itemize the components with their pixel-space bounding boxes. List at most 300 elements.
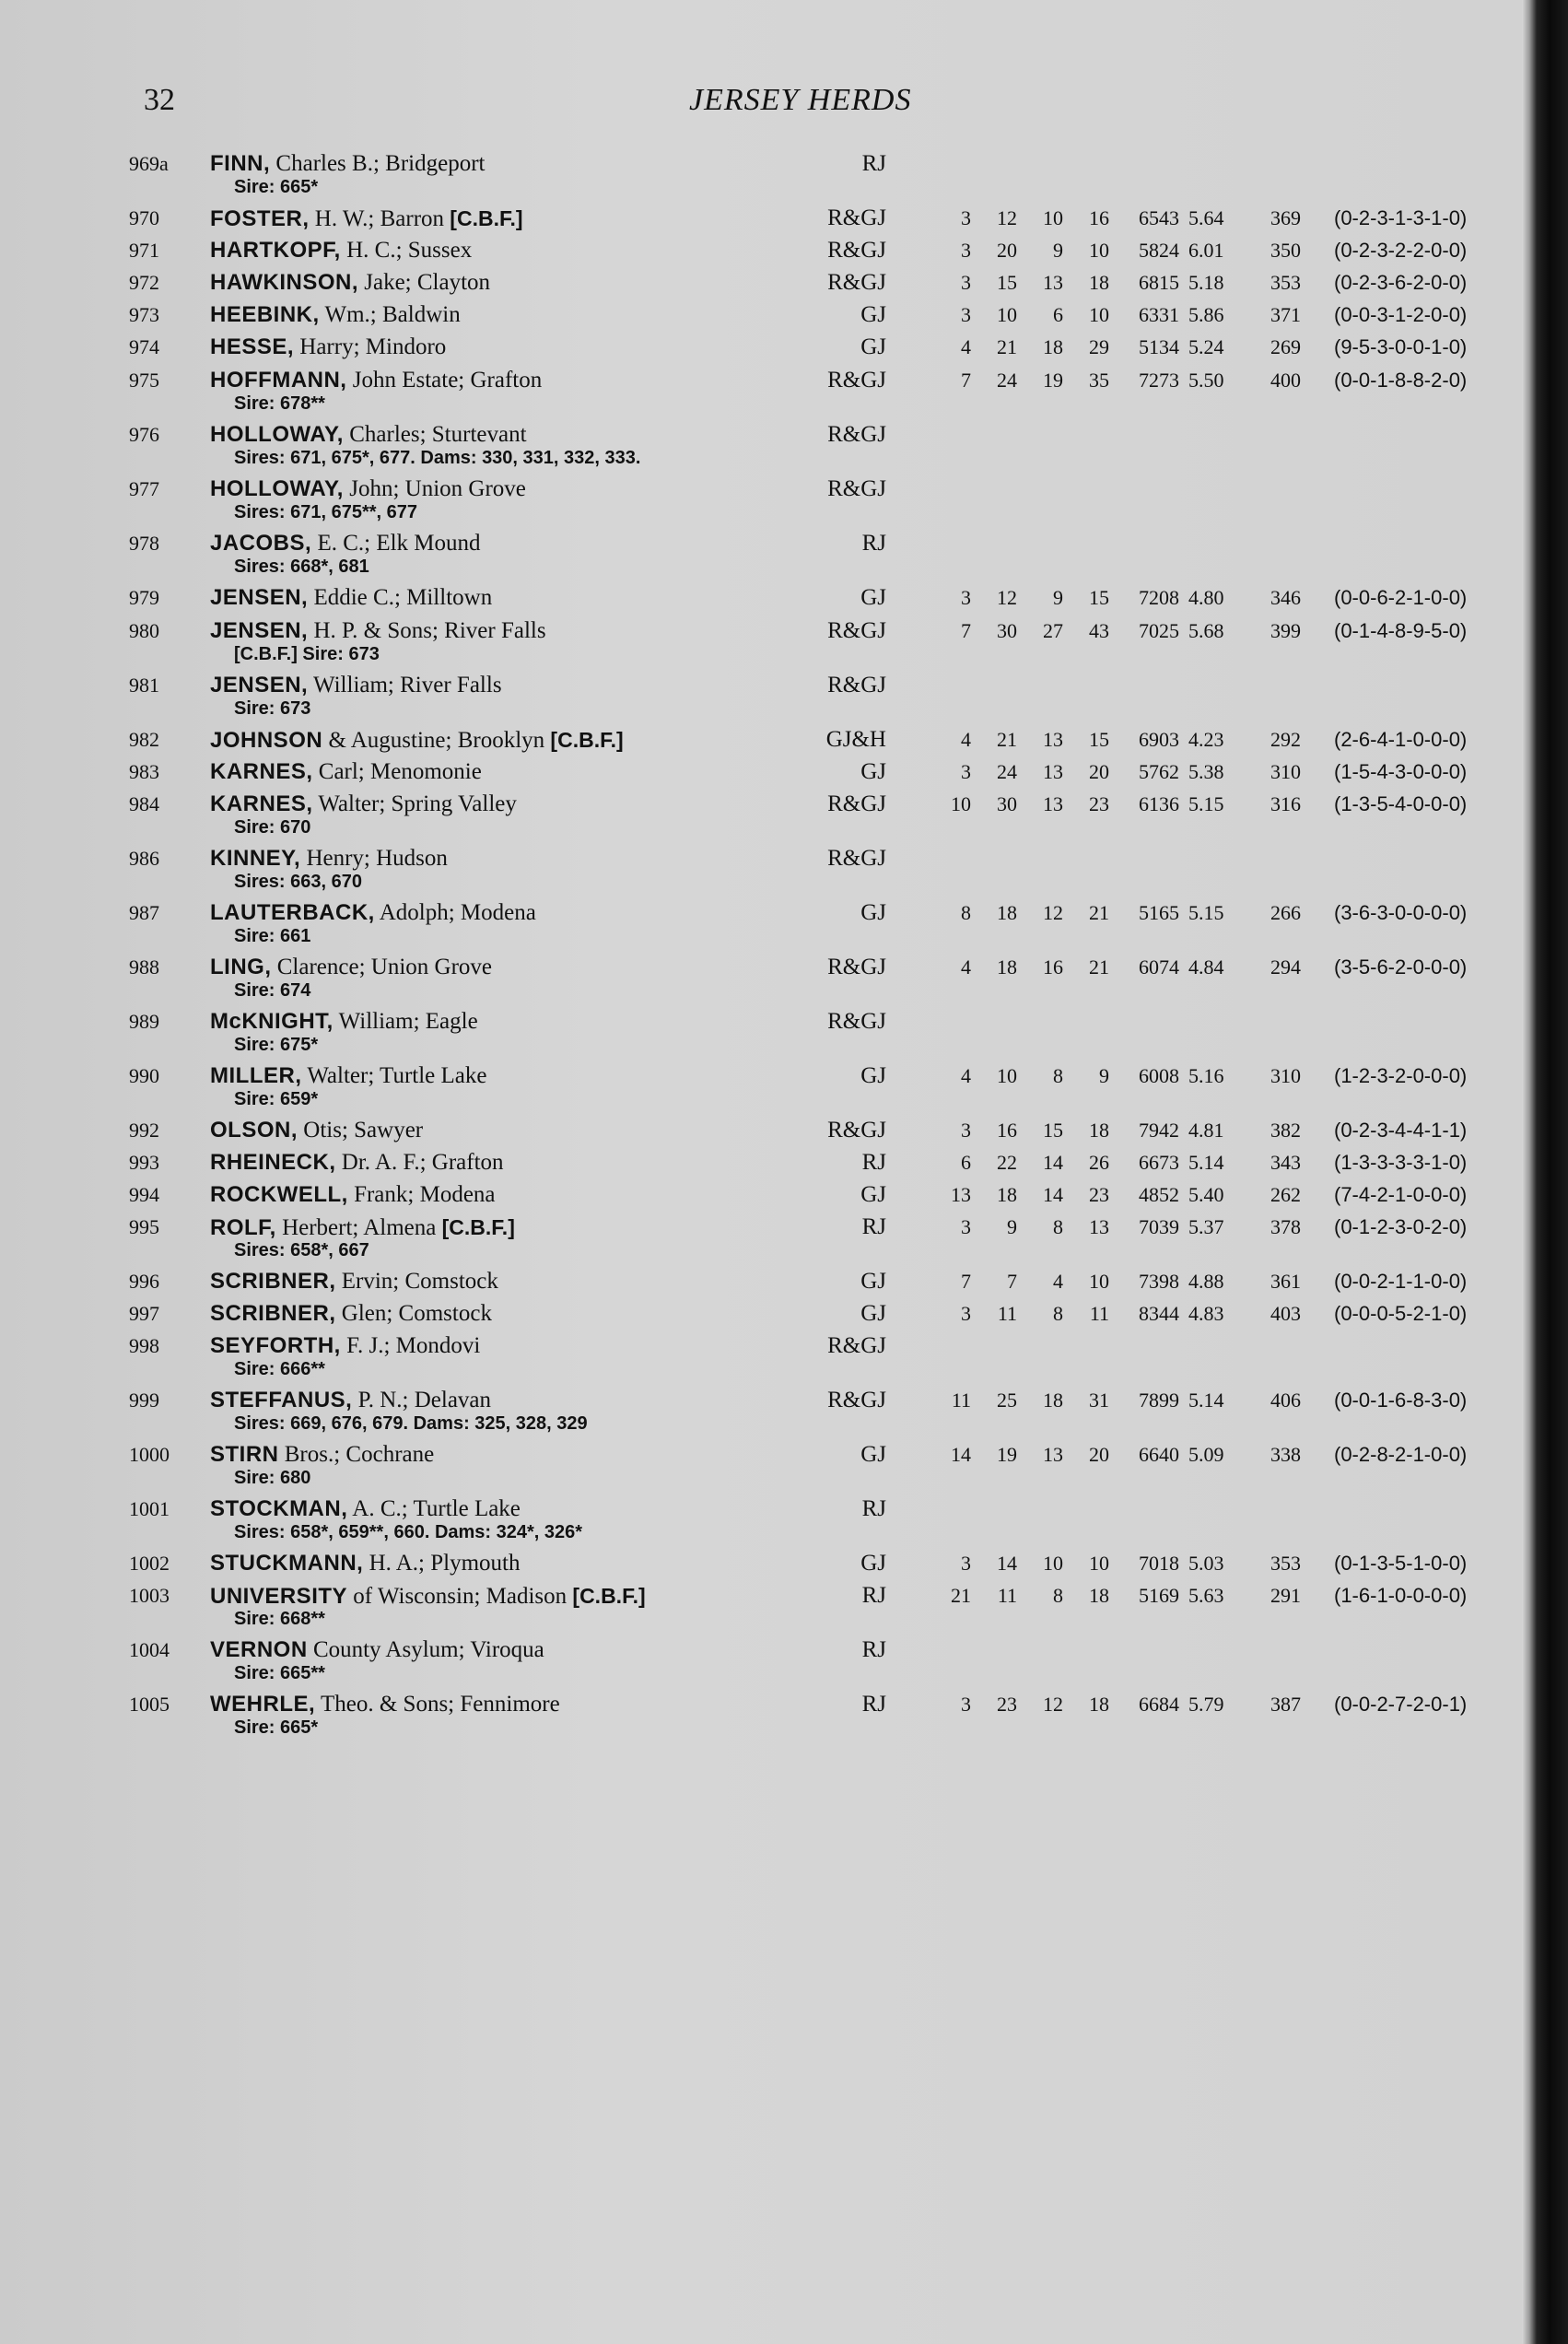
- milk-lbs: 7025: [1139, 619, 1179, 642]
- fat-percent: 5.79: [1188, 1693, 1224, 1716]
- stat-a: 4: [961, 335, 971, 358]
- sire-line: Sire: 674: [234, 980, 311, 1001]
- herd-entry: [0, 1213, 1522, 1260]
- owner-details: Adolph; Modena: [379, 900, 536, 925]
- milk-lbs: 6673: [1139, 1151, 1179, 1174]
- sire-line: Sires: 668*, 681: [234, 557, 369, 577]
- fat-lbs: 294: [1270, 955, 1301, 979]
- entry-number: 999: [129, 1389, 159, 1412]
- entry-number: 987: [129, 901, 159, 924]
- stat-c: 8: [1053, 1302, 1063, 1325]
- stat-a: 3: [961, 239, 971, 262]
- class-distribution: (0-1-3-5-1-0-0): [1334, 1552, 1468, 1575]
- stat-b: 30: [997, 619, 1017, 642]
- registration-class: R&GJ: [827, 618, 886, 643]
- stat-d: 15: [1089, 586, 1109, 609]
- owner-surname: JENSEN,: [210, 618, 309, 643]
- stat-d: 16: [1089, 206, 1109, 229]
- registration-class: R&GJ: [827, 238, 886, 263]
- owner-surname: STUCKMANN,: [210, 1551, 364, 1576]
- entry-number: 974: [129, 335, 159, 358]
- sire-line: Sire: 678**: [234, 393, 325, 414]
- owner-surname: SCRIBNER,: [210, 1301, 336, 1326]
- owner-name: [210, 584, 492, 612]
- stat-d: 18: [1089, 271, 1109, 294]
- class-distribution: (1-5-4-3-0-0-0): [1334, 760, 1468, 783]
- class-distribution: (0-0-6-2-1-0-0): [1334, 586, 1468, 609]
- entry-number: 993: [129, 1151, 159, 1174]
- entry-number: 969a: [129, 152, 169, 175]
- owner-details: F. J.; Mondovi: [346, 1333, 481, 1358]
- registration-class: GJ: [860, 1442, 886, 1467]
- entry-number: 980: [129, 619, 159, 642]
- stat-b: 9: [1007, 1215, 1017, 1238]
- stat-a: 7: [961, 369, 971, 392]
- stat-d: 35: [1089, 369, 1109, 392]
- herd-entry: [0, 301, 1522, 329]
- class-distribution: (3-6-3-0-0-0-0): [1334, 901, 1468, 924]
- class-distribution: (0-2-3-2-2-0-0): [1334, 239, 1468, 262]
- registration-class: R&GJ: [827, 673, 886, 697]
- sire-line: Sire: 668**: [234, 1609, 325, 1629]
- herd-entry: [0, 475, 1522, 522]
- stat-b: 19: [997, 1443, 1017, 1466]
- stat-a: 6: [961, 1151, 971, 1174]
- stat-d: 23: [1089, 1183, 1109, 1206]
- stat-b: 10: [997, 303, 1017, 326]
- owner-surname: FINN,: [210, 151, 271, 176]
- class-distribution: (0-1-2-3-0-2-0): [1334, 1215, 1468, 1238]
- owner-name: [210, 1636, 544, 1664]
- owner-name: [210, 1062, 486, 1090]
- owner-details: Dr. A. F.; Grafton: [341, 1150, 504, 1175]
- stat-d: 18: [1089, 1119, 1109, 1142]
- registration-class: GJ: [860, 585, 886, 610]
- owner-details: Ervin; Comstock: [341, 1269, 498, 1294]
- registration-class: R&GJ: [827, 1118, 886, 1143]
- stat-b: 21: [997, 335, 1017, 358]
- owner-name: [210, 1550, 521, 1577]
- owner-details: Bros.; Cochrane: [284, 1442, 435, 1467]
- entry-number: 979: [129, 586, 159, 609]
- owner-name: [210, 1268, 498, 1295]
- owner-surname: HOLLOWAY,: [210, 422, 344, 447]
- herd-entry: [0, 1387, 1522, 1434]
- milk-lbs: 4852: [1139, 1183, 1179, 1206]
- entry-number: 975: [129, 369, 159, 392]
- owner-surname: KARNES,: [210, 759, 313, 784]
- fat-lbs: 346: [1270, 586, 1301, 609]
- sire-line: Sire: 675*: [234, 1035, 319, 1055]
- milk-lbs: 7398: [1139, 1270, 1179, 1293]
- stat-c: 9: [1053, 239, 1063, 262]
- registration-class: R&GJ: [827, 791, 886, 816]
- entry-number: 976: [129, 423, 159, 446]
- entry-number: 1004: [129, 1638, 170, 1661]
- stat-a: 3: [961, 303, 971, 326]
- herd-entry: [0, 1008, 1522, 1055]
- registration-class: R&GJ: [827, 846, 886, 871]
- herd-entry: [0, 1181, 1522, 1209]
- registration-class: R&GJ: [827, 422, 886, 447]
- class-distribution: (0-0-3-1-2-0-0): [1334, 303, 1468, 326]
- stat-d: 10: [1089, 239, 1109, 262]
- stat-b: 15: [997, 271, 1017, 294]
- fat-percent: 5.63: [1188, 1584, 1224, 1607]
- owner-name: [210, 150, 485, 178]
- registration-class: RJ: [861, 1637, 886, 1662]
- owner-details: John Estate; Grafton: [352, 368, 543, 393]
- stat-b: 7: [1007, 1270, 1017, 1293]
- fat-percent: 5.24: [1188, 335, 1224, 358]
- registration-class: R&GJ: [827, 1388, 886, 1412]
- herd-entry: [0, 845, 1522, 892]
- milk-lbs: 7208: [1139, 586, 1179, 609]
- class-distribution: (0-0-1-8-8-2-0): [1334, 369, 1468, 392]
- stat-d: 10: [1089, 1270, 1109, 1293]
- milk-lbs: 5165: [1139, 901, 1179, 924]
- registration-class: R&GJ: [827, 368, 886, 393]
- sire-line: Sire: 666**: [234, 1359, 325, 1379]
- owner-details: William; Eagle: [338, 1009, 478, 1034]
- milk-lbs: 6815: [1139, 271, 1179, 294]
- owner-name: [210, 269, 490, 297]
- milk-lbs: 6903: [1139, 728, 1179, 751]
- stat-b: 25: [997, 1389, 1017, 1412]
- class-distribution: (0-0-2-7-2-0-1): [1334, 1693, 1468, 1716]
- milk-lbs: 7018: [1139, 1552, 1179, 1575]
- owner-name: [210, 1332, 480, 1360]
- herd-entry: [0, 672, 1522, 719]
- class-distribution: (2-6-4-1-0-0-0): [1334, 728, 1468, 751]
- owner-surname: UNIVERSITY: [210, 1584, 348, 1609]
- owner-surname: HESSE,: [210, 334, 295, 359]
- herd-entry: [0, 237, 1522, 264]
- entry-number: 1002: [129, 1552, 170, 1575]
- owner-details: Otis; Sawyer: [303, 1118, 424, 1143]
- herd-entry: [0, 1300, 1522, 1328]
- fat-percent: 4.88: [1188, 1270, 1224, 1293]
- class-distribution: (3-5-6-2-0-0-0): [1334, 955, 1468, 979]
- stat-d: 21: [1089, 955, 1109, 979]
- class-distribution: (0-2-3-1-3-1-0): [1334, 206, 1468, 229]
- owner-surname: RHEINECK,: [210, 1150, 336, 1175]
- registration-class: GJ: [860, 302, 886, 327]
- stat-a: 3: [961, 586, 971, 609]
- entry-number: 982: [129, 728, 159, 751]
- owner-surname: LING,: [210, 955, 272, 979]
- entry-number: 1000: [129, 1443, 170, 1466]
- stat-a: 13: [951, 1183, 971, 1206]
- owner-surname: HEEBINK,: [210, 302, 320, 327]
- owner-surname: SEYFORTH,: [210, 1333, 341, 1358]
- stat-c: 13: [1043, 792, 1063, 815]
- stat-c: 13: [1043, 271, 1063, 294]
- herd-entry: [0, 1268, 1522, 1295]
- owner-surname: LAUTERBACK,: [210, 900, 375, 925]
- registration-class: GJ: [860, 1063, 886, 1088]
- fat-percent: 5.86: [1188, 303, 1224, 326]
- stat-c: 6: [1053, 303, 1063, 326]
- fat-lbs: 292: [1270, 728, 1301, 751]
- herd-entry: [0, 1495, 1522, 1542]
- entry-number: 1003: [129, 1584, 170, 1607]
- owner-name: [210, 1495, 521, 1523]
- registration-class: RJ: [861, 1496, 886, 1521]
- owner-surname: FOSTER,: [210, 206, 310, 231]
- fat-lbs: 369: [1270, 206, 1301, 229]
- fat-percent: 4.81: [1188, 1119, 1224, 1142]
- owner-name: [210, 1300, 492, 1328]
- stat-a: 3: [961, 1215, 971, 1238]
- milk-lbs: 5824: [1139, 239, 1179, 262]
- stat-c: 8: [1053, 1215, 1063, 1238]
- owner-name: [210, 899, 536, 927]
- fat-lbs: 291: [1270, 1584, 1301, 1607]
- milk-lbs: 8344: [1139, 1302, 1179, 1325]
- owner-name: [210, 1213, 515, 1242]
- owner-name: [210, 205, 523, 233]
- owner-surname: McKNIGHT,: [210, 1009, 333, 1034]
- registration-class: RJ: [861, 1150, 886, 1175]
- owner-name: [210, 530, 481, 557]
- stat-b: 23: [997, 1693, 1017, 1716]
- herd-entry: [0, 421, 1522, 468]
- class-distribution: (1-2-3-2-0-0-0): [1334, 1064, 1468, 1087]
- herd-entry: [0, 367, 1522, 414]
- fat-lbs: 361: [1270, 1270, 1301, 1293]
- fat-lbs: 378: [1270, 1215, 1301, 1238]
- fat-percent: 5.40: [1188, 1183, 1224, 1206]
- owner-details: Walter; Turtle Lake: [307, 1063, 487, 1088]
- herd-entry: [0, 1117, 1522, 1144]
- owner-details: County Asylum; Viroqua: [312, 1637, 544, 1662]
- stat-b: 20: [997, 239, 1017, 262]
- owner-surname: ROCKWELL,: [210, 1182, 348, 1207]
- milk-lbs: 6331: [1139, 303, 1179, 326]
- sire-line: Sires: 669, 676, 679. Dams: 325, 328, 329: [234, 1413, 588, 1434]
- fat-lbs: 387: [1270, 1693, 1301, 1716]
- sire-line: Sire: 665**: [234, 1663, 325, 1683]
- owner-details: H. C.; Sussex: [346, 238, 473, 263]
- owner-name: [210, 1181, 496, 1209]
- fat-percent: 5.16: [1188, 1064, 1224, 1087]
- owner-surname: HAWKINSON,: [210, 270, 358, 295]
- stat-c: 10: [1043, 1552, 1063, 1575]
- owner-details: Harry; Mindoro: [299, 334, 447, 359]
- fat-lbs: 371: [1270, 303, 1301, 326]
- registration-class: RJ: [861, 151, 886, 176]
- stat-d: 9: [1099, 1064, 1109, 1087]
- fat-percent: 5.64: [1188, 206, 1224, 229]
- stat-d: 23: [1089, 792, 1109, 815]
- stat-c: 13: [1043, 728, 1063, 751]
- stat-a: 3: [961, 1552, 971, 1575]
- stat-c: 27: [1043, 619, 1063, 642]
- herd-entry: [0, 1550, 1522, 1577]
- milk-lbs: 7273: [1139, 369, 1179, 392]
- stat-a: 7: [961, 619, 971, 642]
- owner-details: P. N.; Delavan: [357, 1388, 492, 1412]
- stat-b: 14: [997, 1552, 1017, 1575]
- herd-entry: [0, 1691, 1522, 1738]
- fat-lbs: 266: [1270, 901, 1301, 924]
- stat-b: 22: [997, 1151, 1017, 1174]
- herd-entry: [0, 1149, 1522, 1177]
- class-distribution: (0-0-2-1-1-0-0): [1334, 1270, 1468, 1293]
- fat-lbs: 403: [1270, 1302, 1301, 1325]
- fat-lbs: 406: [1270, 1389, 1301, 1412]
- owner-name: [210, 1387, 491, 1414]
- herd-entry: [0, 530, 1522, 577]
- sire-line: Sires: 658*, 659**, 660. Dams: 324*, 326*: [234, 1522, 583, 1542]
- sire-line: Sire: 661: [234, 926, 311, 946]
- stat-b: 10: [997, 1064, 1017, 1087]
- owner-details: Charles B.; Bridgeport: [275, 151, 486, 176]
- stat-b: 11: [997, 1584, 1017, 1607]
- owner-name: [210, 367, 542, 394]
- owner-details: Herbert; Almena: [282, 1215, 437, 1240]
- herd-entry: [0, 1441, 1522, 1488]
- cbf-mark: [C.B.F.]: [550, 728, 624, 752]
- fat-percent: 5.15: [1188, 792, 1224, 815]
- owner-name: [210, 791, 517, 818]
- stat-a: 3: [961, 1693, 971, 1716]
- owner-name: [210, 672, 502, 699]
- owner-details: & Augustine; Brooklyn: [328, 728, 545, 753]
- owner-details: Charles; Sturtevant: [349, 422, 527, 447]
- sire-line: Sire: 659*: [234, 1089, 319, 1109]
- stat-b: 21: [997, 728, 1017, 751]
- owner-surname: STIRN: [210, 1442, 279, 1467]
- sire-line: Sire: 670: [234, 817, 311, 838]
- cbf-mark: [C.B.F.]: [450, 206, 523, 230]
- registration-class: RJ: [861, 1583, 886, 1608]
- stat-c: 18: [1043, 1389, 1063, 1412]
- milk-lbs: 5762: [1139, 760, 1179, 783]
- owner-surname: KINNEY,: [210, 846, 301, 871]
- fat-lbs: 353: [1270, 271, 1301, 294]
- stat-d: 15: [1089, 728, 1109, 751]
- registration-class: GJ&H: [825, 727, 886, 752]
- owner-details: A. C.; Turtle Lake: [352, 1496, 521, 1521]
- registration-class: GJ: [860, 1182, 886, 1207]
- owner-surname: OLSON,: [210, 1118, 298, 1143]
- stat-c: 15: [1043, 1119, 1063, 1142]
- entry-number: 977: [129, 477, 159, 500]
- stat-d: 18: [1089, 1693, 1109, 1716]
- registration-class: R&GJ: [827, 1009, 886, 1034]
- entry-number: 978: [129, 532, 159, 555]
- herd-entry: [0, 617, 1522, 664]
- herd-entry: [0, 334, 1522, 361]
- stat-d: 21: [1089, 901, 1109, 924]
- sire-line: [C.B.F.] Sire: 673: [234, 644, 380, 664]
- class-distribution: (0-0-1-6-8-3-0): [1334, 1389, 1468, 1412]
- stat-c: 16: [1043, 955, 1063, 979]
- fat-lbs: 382: [1270, 1119, 1301, 1142]
- stat-b: 16: [997, 1119, 1017, 1142]
- owner-surname: JENSEN,: [210, 585, 309, 610]
- entry-number: 992: [129, 1119, 159, 1142]
- stat-b: 12: [997, 586, 1017, 609]
- owner-surname: HOFFMANN,: [210, 368, 347, 393]
- owner-surname: STOCKMAN,: [210, 1496, 348, 1521]
- class-distribution: (0-2-3-6-2-0-0): [1334, 271, 1468, 294]
- owner-name: [210, 334, 446, 361]
- herd-entry: [0, 1636, 1522, 1683]
- stat-a: 4: [961, 955, 971, 979]
- registration-class: R&GJ: [827, 955, 886, 979]
- owner-details: Theo. & Sons; Fennimore: [320, 1692, 560, 1717]
- entry-number: 1001: [129, 1497, 170, 1520]
- owner-details: Henry; Hudson: [306, 846, 448, 871]
- stat-c: 18: [1043, 335, 1063, 358]
- fat-percent: 5.15: [1188, 901, 1224, 924]
- sire-line: Sire: 680: [234, 1468, 311, 1488]
- milk-lbs: 5169: [1139, 1584, 1179, 1607]
- registration-class: GJ: [860, 1301, 886, 1326]
- entry-number: 986: [129, 847, 159, 870]
- entry-number: 984: [129, 792, 159, 815]
- registration-class: R&GJ: [827, 476, 886, 501]
- owner-name: [210, 421, 527, 449]
- page-header: [0, 83, 1522, 129]
- fat-lbs: 353: [1270, 1552, 1301, 1575]
- stat-a: 11: [951, 1389, 971, 1412]
- stat-d: 13: [1089, 1215, 1109, 1238]
- sire-line: Sire: 673: [234, 698, 311, 719]
- sire-line: Sires: 663, 670: [234, 872, 362, 892]
- registration-class: GJ: [860, 900, 886, 925]
- entry-number: 972: [129, 271, 159, 294]
- fat-lbs: 310: [1270, 760, 1301, 783]
- entry-number: 998: [129, 1334, 159, 1357]
- fat-lbs: 350: [1270, 239, 1301, 262]
- entry-number: 981: [129, 674, 159, 697]
- fat-percent: 4.83: [1188, 1302, 1224, 1325]
- stat-a: 4: [961, 728, 971, 751]
- class-distribution: (0-2-8-2-1-0-0): [1334, 1443, 1468, 1466]
- stat-c: 9: [1053, 586, 1063, 609]
- fat-lbs: 262: [1270, 1183, 1301, 1206]
- herd-entry: [0, 150, 1522, 197]
- registration-class: RJ: [861, 531, 886, 556]
- owner-surname: VERNON: [210, 1637, 308, 1662]
- stat-a: 7: [961, 1270, 971, 1293]
- sire-line: Sire: 665*: [234, 177, 319, 197]
- milk-lbs: 7942: [1139, 1119, 1179, 1142]
- entry-number: 989: [129, 1010, 159, 1033]
- owner-surname: HOLLOWAY,: [210, 476, 344, 501]
- fat-percent: 5.50: [1188, 369, 1224, 392]
- fat-percent: 5.37: [1188, 1215, 1224, 1238]
- herd-entry: [0, 954, 1522, 1001]
- herd-entry: [0, 1332, 1522, 1379]
- stat-b: 30: [997, 792, 1017, 815]
- owner-name: [210, 1691, 560, 1718]
- entry-number: 971: [129, 239, 159, 262]
- stat-b: 18: [997, 901, 1017, 924]
- owner-name: [210, 237, 472, 264]
- page-number: 32: [144, 83, 175, 117]
- owner-details: H. P. & Sons; River Falls: [313, 618, 546, 643]
- milk-lbs: 6543: [1139, 206, 1179, 229]
- registration-class: RJ: [861, 1692, 886, 1717]
- registration-class: GJ: [860, 334, 886, 359]
- fat-lbs: 316: [1270, 792, 1301, 815]
- owner-surname: WEHRLE,: [210, 1692, 316, 1717]
